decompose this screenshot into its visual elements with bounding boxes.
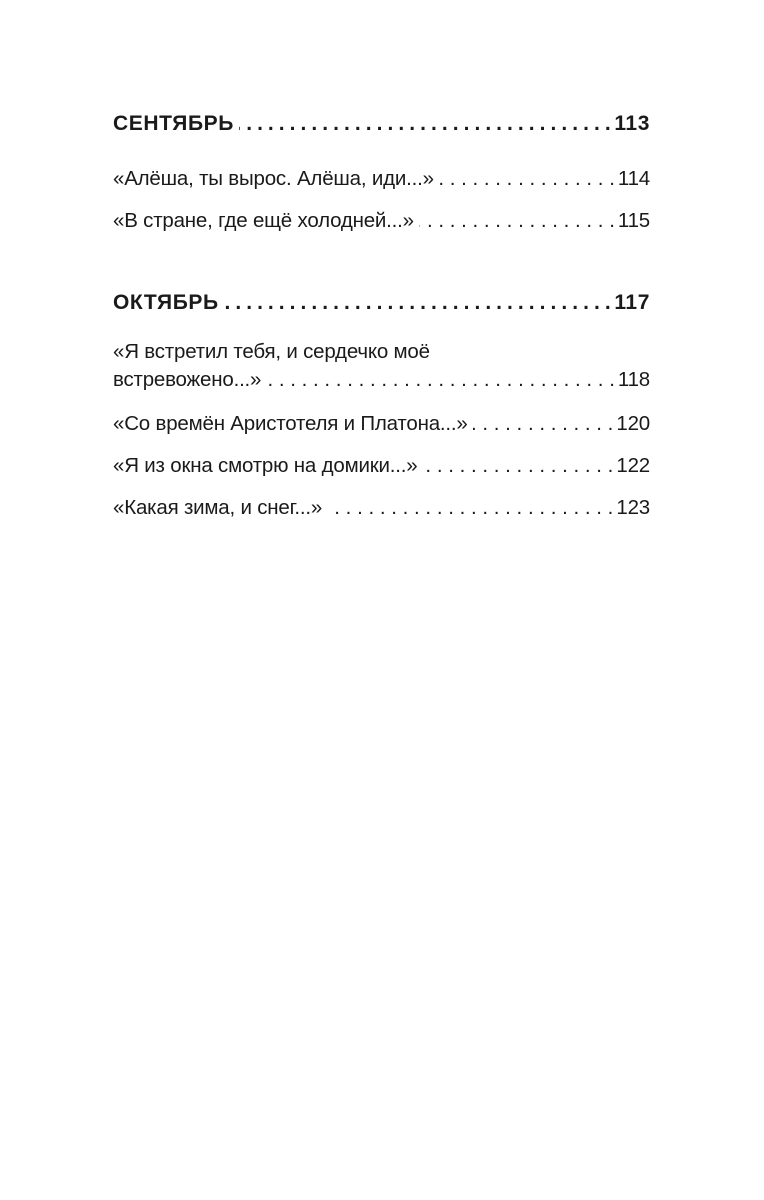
toc-heading-october[interactable] xyxy=(113,290,650,316)
dot-leader xyxy=(266,367,615,393)
entry-title-line2: встревожено...» xyxy=(113,368,262,391)
heading-title: СЕНТЯБРЬ xyxy=(113,112,234,135)
dot-leader xyxy=(422,453,613,479)
toc-entry[interactable] xyxy=(113,166,650,192)
dot-leader xyxy=(473,411,614,437)
toc-entry[interactable] xyxy=(113,208,650,234)
toc-entry[interactable] xyxy=(113,367,650,393)
page-number: 123 xyxy=(616,496,650,519)
dot-leader xyxy=(327,495,613,521)
dot-leader xyxy=(224,290,611,316)
entry-title: «Я из окна смотрю на домики...» xyxy=(113,454,418,477)
toc-entry[interactable] xyxy=(113,411,650,437)
page-number: 115 xyxy=(617,209,650,232)
page-number: 114 xyxy=(617,167,650,190)
dot-leader xyxy=(419,208,615,234)
page-number: 118 xyxy=(617,368,650,391)
dot-leader xyxy=(439,166,615,192)
toc-entry[interactable] xyxy=(113,453,650,479)
entry-title: «В стране, где ещё холодней...» xyxy=(113,209,414,232)
dot-leader xyxy=(239,111,610,137)
page-number: 113 xyxy=(614,112,650,135)
entry-title: «Со времён Аристотеля и Платона...» xyxy=(113,412,468,435)
entry-title: «Алёша, ты вырос. Алёша, иди...» xyxy=(113,167,434,190)
page-number: 120 xyxy=(616,412,650,435)
page-number: 117 xyxy=(614,291,650,314)
heading-title: ОКТЯБРЬ xyxy=(113,291,219,314)
entry-title: «Какая зима, и снег...» xyxy=(113,496,323,519)
entry-title-line1[interactable]: «Я встретил тебя, и сердечко моё xyxy=(113,340,430,363)
toc-entry[interactable] xyxy=(113,495,650,521)
toc-heading-september[interactable] xyxy=(113,111,650,137)
page-number: 122 xyxy=(616,454,650,477)
